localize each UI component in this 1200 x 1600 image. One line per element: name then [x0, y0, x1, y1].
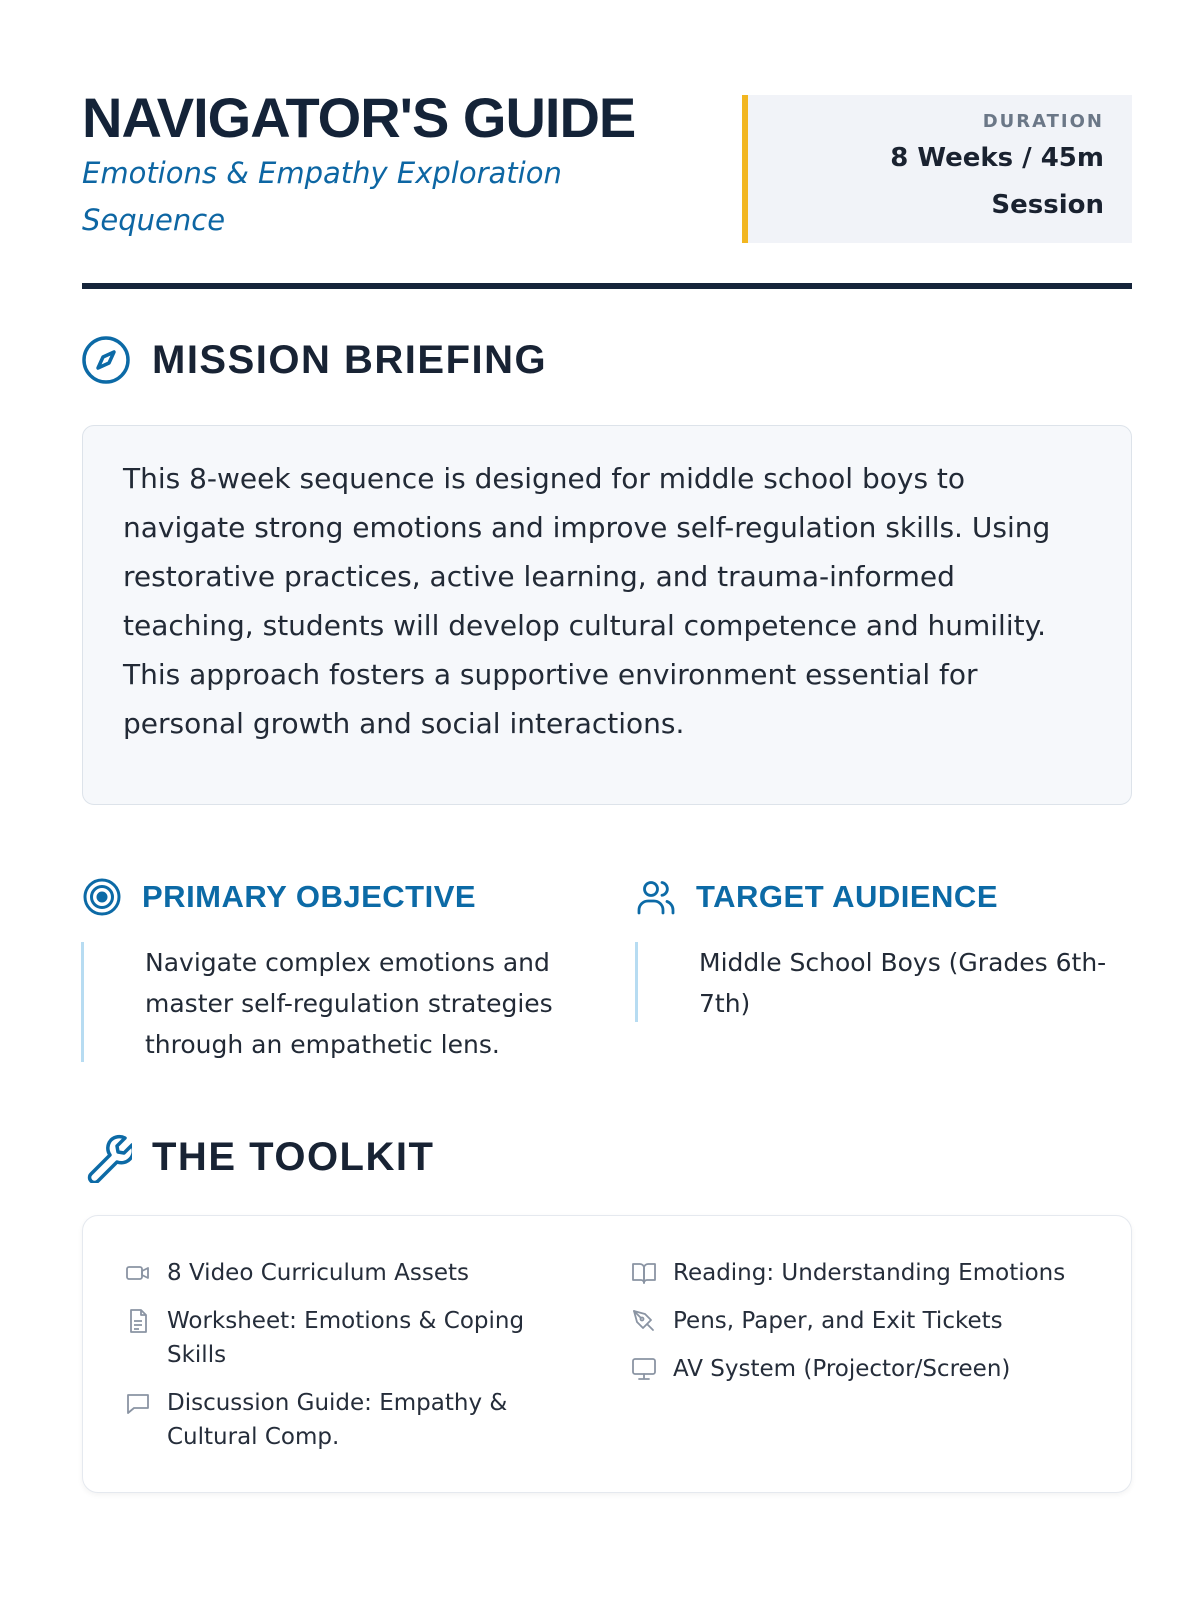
duration-value: 8 Weeks / 45m Session — [890, 143, 1104, 220]
list-item — [125, 1304, 545, 1372]
toolkit-item-label: AV System (Projector/Screen) — [673, 1356, 1011, 1382]
toolkit-item-label: Reading: Understanding Emotions — [673, 1260, 1066, 1286]
toolkit-card — [82, 1215, 1132, 1493]
toolkit-left-list — [125, 1256, 545, 1468]
compass-icon — [80, 334, 132, 386]
objective-heading — [82, 877, 476, 917]
toolkit-right-list — [631, 1256, 1101, 1400]
wrench-icon — [80, 1131, 132, 1183]
toolkit-heading — [80, 1131, 434, 1183]
document-header — [82, 88, 1132, 244]
pen-icon — [631, 1308, 657, 1334]
list-item — [125, 1256, 545, 1290]
mission-card — [82, 425, 1132, 805]
video-icon — [125, 1260, 151, 1286]
toolkit-item-label: Pens, Paper, and Exit Tickets — [673, 1308, 1003, 1334]
page-subtitle: Emotions & Empathy Exploration Sequence — [82, 156, 562, 237]
list-item — [631, 1256, 1101, 1290]
duration-panel — [742, 95, 1132, 243]
users-icon — [636, 877, 676, 917]
toolkit-title: THE TOOLKIT — [152, 1134, 435, 1179]
mission-body: This 8-week sequence is designed for middle school boys to navigate strong emotions and improve self-regulation skills. Using restorative practices, active learning, and trauma-informed teaching, students will develop cultural competence and humility. This approach fosters a supportive environment essential for personal growth and social interactions. — [123, 462, 1051, 740]
target-icon — [82, 877, 122, 917]
list-item — [125, 1386, 545, 1454]
mission-heading — [80, 334, 547, 386]
list-item — [631, 1304, 1101, 1338]
objective-title: PRIMARY OBJECTIVE — [142, 879, 477, 914]
toolkit-item-label: 8 Video Curriculum Assets — [167, 1260, 469, 1286]
header-divider — [82, 283, 1132, 289]
mission-title: MISSION BRIEFING — [152, 337, 548, 382]
audience-title: TARGET AUDIENCE — [696, 879, 998, 914]
book-icon — [631, 1260, 657, 1286]
monitor-icon — [631, 1356, 657, 1382]
objective-body: Navigate complex emotions and master self-regulation strategies through an empathetic lens. — [81, 942, 581, 1062]
page-title: NAVIGATOR'S GUIDE — [82, 86, 636, 149]
document-icon — [125, 1308, 151, 1334]
chat-icon — [125, 1390, 151, 1416]
duration-label: DURATION — [982, 111, 1104, 132]
audience-heading — [636, 877, 998, 917]
toolkit-item-label: Worksheet: Emotions & Coping Skills — [167, 1308, 525, 1368]
list-item — [631, 1352, 1101, 1386]
audience-body: Middle School Boys (Grades 6th-7th) — [635, 942, 1135, 1022]
toolkit-item-label: Discussion Guide: Empathy & Cultural Comp. — [167, 1390, 508, 1450]
